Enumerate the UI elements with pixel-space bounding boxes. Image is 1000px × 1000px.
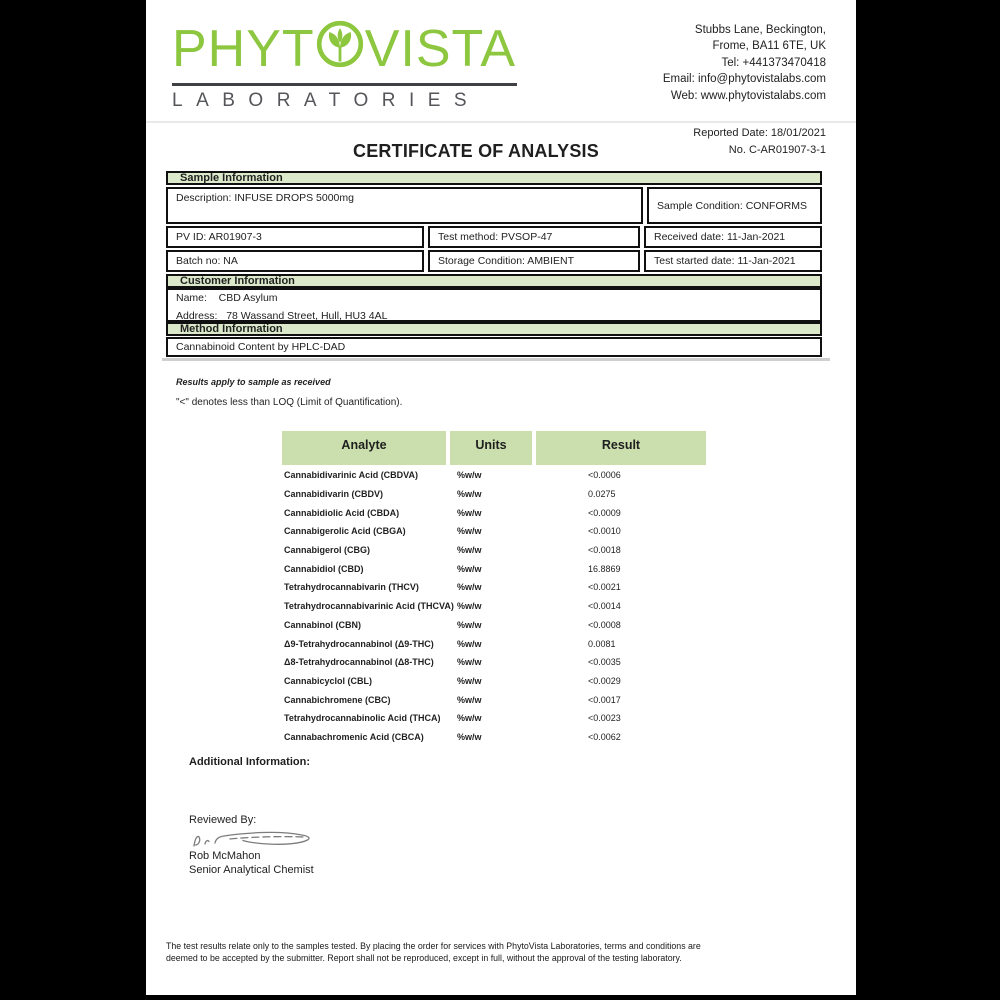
table-row bbox=[282, 541, 706, 560]
section-divider bbox=[162, 358, 830, 361]
received-date-cell: Received date: 11-Jan-2021 bbox=[644, 226, 822, 248]
leaf-o-icon bbox=[316, 20, 364, 79]
company-logo bbox=[172, 18, 520, 112]
footer-disclaimer bbox=[166, 940, 834, 964]
sample-row-2 bbox=[166, 226, 822, 248]
result-value: <0.0029 bbox=[588, 675, 621, 686]
brand-wordmark bbox=[172, 18, 520, 79]
result-units: %w/w bbox=[457, 582, 482, 593]
result-units: %w/w bbox=[457, 470, 482, 481]
method-box-row bbox=[166, 337, 822, 357]
result-analyte: Cannabachromenic Acid (CBCA) bbox=[284, 731, 424, 742]
result-analyte: Cannabidiol (CBD) bbox=[284, 563, 364, 574]
customer-box-row bbox=[166, 288, 822, 322]
result-units: %w/w bbox=[457, 507, 482, 518]
table-row bbox=[282, 653, 706, 672]
result-units: %w/w bbox=[457, 731, 482, 742]
table-row bbox=[282, 728, 706, 747]
results-body bbox=[282, 466, 706, 746]
batch-no-cell: Batch no: NA bbox=[166, 250, 424, 272]
brand-subtitle: LABORATORIES bbox=[172, 90, 481, 111]
lab-contact-block bbox=[663, 22, 826, 104]
customer-address-line bbox=[176, 310, 820, 322]
result-units: %w/w bbox=[457, 601, 482, 612]
result-analyte: Tetrahydrocannabivarin (THCV) bbox=[284, 582, 419, 593]
reported-date: Reported Date: 18/01/2021 bbox=[693, 127, 826, 139]
contact-address-line1: Stubbs Lane, Beckington, bbox=[694, 24, 826, 36]
sample-description-cell: Description: INFUSE DROPS 5000mg bbox=[166, 187, 643, 224]
header-divider bbox=[146, 121, 856, 123]
table-row bbox=[282, 522, 706, 541]
reviewed-by-label: Reviewed By: bbox=[189, 814, 257, 826]
result-value: <0.0021 bbox=[588, 582, 621, 593]
storage-condition-cell: Storage Condition: AMBIENT bbox=[428, 250, 640, 272]
result-value: <0.0008 bbox=[588, 619, 621, 630]
contact-address-line2: Frome, BA11 6TE, UK bbox=[712, 40, 826, 53]
result-units: %w/w bbox=[457, 489, 482, 500]
contact-web: Web: www.phytovistalabs.com bbox=[670, 89, 826, 102]
result-units: %w/w bbox=[457, 545, 482, 556]
result-value: <0.0035 bbox=[588, 657, 621, 668]
result-value: 16.8869 bbox=[588, 563, 621, 574]
footer-line1: The test results relate only to the samples tested. By placing the order for services with PhytoVista Laboratories, terms and conditions are bbox=[166, 941, 701, 951]
sample-information-header bbox=[166, 171, 822, 185]
result-value: <0.0062 bbox=[588, 731, 621, 742]
customer-box bbox=[166, 288, 822, 322]
table-row bbox=[282, 578, 706, 597]
result-units: %w/w bbox=[457, 619, 482, 630]
result-value: <0.0010 bbox=[588, 526, 621, 537]
result-units: %w/w bbox=[457, 713, 482, 724]
result-analyte: Cannabidivarin (CBDV) bbox=[284, 489, 384, 500]
result-analyte: Tetrahydrocannabinolic Acid (THCA) bbox=[284, 713, 441, 724]
result-value: <0.0017 bbox=[588, 694, 621, 705]
column-header-analyte: Analyte bbox=[282, 431, 446, 465]
result-analyte: Tetrahydrocannabivarinic Acid (THCVA) bbox=[284, 601, 454, 612]
customer-name-value: CBD Asylum bbox=[218, 292, 278, 304]
method-text-cell: Cannabinoid Content by HPLC-DAD bbox=[166, 337, 822, 357]
result-analyte: Cannabigerol (CBG) bbox=[284, 545, 371, 556]
result-units: %w/w bbox=[457, 638, 482, 649]
customer-name-label: Name: bbox=[176, 292, 207, 304]
result-analyte: Δ8-Tetrahydrocannabinol (Δ8-THC) bbox=[284, 657, 434, 668]
brand-divider bbox=[172, 83, 517, 86]
table-row bbox=[282, 485, 706, 504]
customer-address-label: Address: bbox=[176, 310, 218, 322]
result-units: %w/w bbox=[457, 694, 482, 705]
result-units: %w/w bbox=[457, 526, 482, 537]
table-row bbox=[282, 503, 706, 522]
contact-phone: Tel: +441373470418 bbox=[721, 56, 826, 69]
result-value: <0.0009 bbox=[588, 507, 621, 518]
result-analyte: Δ9-Tetrahydrocannabinol (Δ9-THC) bbox=[284, 638, 434, 649]
table-row bbox=[282, 597, 706, 616]
customer-information-header bbox=[166, 274, 822, 288]
result-analyte: Cannabidivarinic Acid (CBDVA) bbox=[284, 470, 419, 481]
page-title: CERTIFICATE OF ANALYSIS bbox=[353, 141, 599, 161]
results-table-header bbox=[282, 431, 706, 465]
result-units: %w/w bbox=[457, 657, 482, 668]
customer-information-label: Customer Information bbox=[168, 276, 329, 288]
table-row bbox=[282, 672, 706, 691]
result-value: 0.0275 bbox=[588, 489, 616, 500]
result-analyte: Cannabigerolic Acid (CBGA) bbox=[284, 526, 406, 537]
footer-line2: deemed to be accepted by the submitter. Report shall not be reproduced, except in full, without the approval of the testing laboratory. bbox=[166, 953, 682, 963]
loq-note: "<" denotes less than LOQ (Limit of Quantification). bbox=[176, 397, 403, 408]
result-value: 0.0081 bbox=[588, 638, 616, 649]
table-row bbox=[282, 690, 706, 709]
result-analyte: Cannabichromene (CBC) bbox=[284, 694, 391, 705]
table-row bbox=[282, 709, 706, 728]
pv-id-cell: PV ID: AR01907-3 bbox=[166, 226, 424, 248]
result-units: %w/w bbox=[457, 563, 482, 574]
result-value: <0.0006 bbox=[588, 470, 621, 481]
result-units: %w/w bbox=[457, 675, 482, 686]
result-value: <0.0018 bbox=[588, 545, 621, 556]
method-information-label: Method Information bbox=[168, 324, 317, 336]
column-header-units: Units bbox=[450, 431, 532, 465]
table-row bbox=[282, 466, 706, 485]
contact-email: Email: info@phytovistalabs.com bbox=[662, 73, 826, 86]
additional-information-label: Additional Information: bbox=[189, 756, 310, 768]
document-page bbox=[146, 0, 856, 995]
result-analyte: Cannabinol (CBN) bbox=[284, 619, 361, 630]
reviewer-role: Senior Analytical Chemist bbox=[189, 864, 314, 876]
result-value: <0.0014 bbox=[588, 601, 621, 612]
customer-name-line bbox=[176, 292, 820, 304]
sample-description-row bbox=[166, 187, 822, 224]
column-header-result: Result bbox=[536, 431, 706, 465]
result-analyte: Cannabicyclol (CBL) bbox=[284, 675, 373, 686]
sample-condition-cell: Sample Condition: CONFORMS bbox=[647, 187, 822, 224]
sample-row-3 bbox=[166, 250, 822, 272]
table-row bbox=[282, 616, 706, 635]
test-method-cell: Test method: PVSOP-47 bbox=[428, 226, 640, 248]
test-started-cell: Test started date: 11-Jan-2021 bbox=[644, 250, 822, 272]
result-value: <0.0023 bbox=[588, 713, 621, 724]
table-row bbox=[282, 559, 706, 578]
results-note-italic: Results apply to sample as received bbox=[176, 377, 331, 387]
customer-address-value: 78 Wassand Street, Hull, HU3 4AL bbox=[226, 310, 388, 322]
brand-text-left: PHYT bbox=[172, 19, 315, 78]
brand-text-right: VISTA bbox=[364, 19, 517, 78]
table-row bbox=[282, 634, 706, 653]
result-analyte: Cannabidiolic Acid (CBDA) bbox=[284, 507, 400, 518]
reviewer-name: Rob McMahon bbox=[189, 850, 261, 862]
method-information-header bbox=[166, 322, 822, 336]
sample-information-label: Sample Information bbox=[168, 173, 317, 185]
certificate-number: No. C-AR01907-3-1 bbox=[728, 144, 826, 156]
